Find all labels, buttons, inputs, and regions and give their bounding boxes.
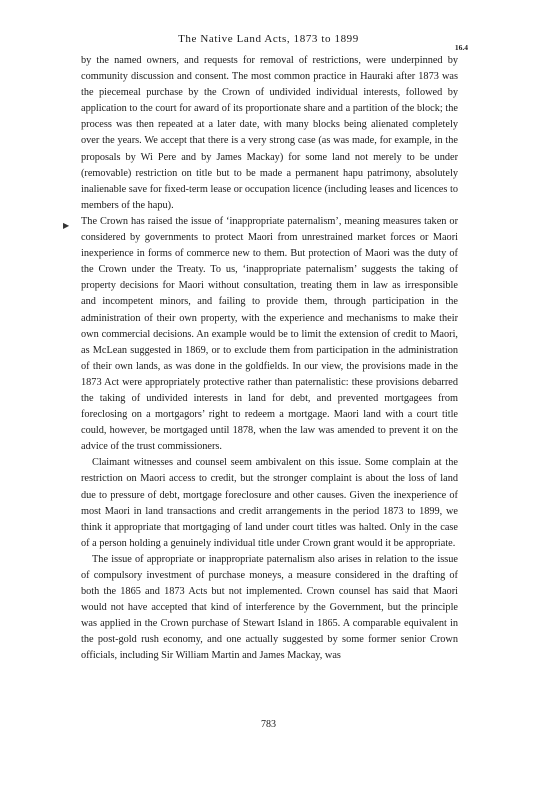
paragraph-claimants: Claimant witnesses and counsel seem ambivalent on this issue. Some complain at the restriction on Maori access to credit, but the stronger complaint is about the loss of land due to pressure of debt, mortgage foreclosure and other causes. Given the inexperience of most Maori in land transactions and credit arrangements in the period 1873 to 1899, we think it appropriate that mortgaging of land under court titles was halted. Only in the case of a person holding a genuinely individual title under Crown grant would it be appropriate. (81, 457, 458, 549)
paragraph-investment: The issue of appropriate or inappropriate paternalism also arises in relation to the issue of compulsory investment of purchase moneys, a measure considered in the drafting of both the 1865 and 1873 Acts but not implemented. Crown counsel has said that Maori would not have accepted that kind of interference by the Government, but the principle was applied in the Crown purchase of Stewart Island in 1865. A comparable equivalent in the post-gold rush economy, and one actually suggested by some former senior Crown officials, including Sir William Martin and James Mackay, was (81, 553, 458, 662)
running-head: The Native Land Acts, 1873 to 1899 (178, 33, 359, 45)
text-body (63, 53, 458, 665)
paragraph-paternalism: The Crown has raised the issue of ‘inappropriate paternalism’, meaning measures taken or considered by governments to protect Maori from unrestrained market forces or Maori inexperience in forms of commerce new to them. But protection of Maori was the duty of the Crown under the Treaty. To us, ‘inappropriate paternalism’ suggests the taking of property decisions for Maori without consultation, treating them in law as irresponsible and incompetent minors, and failing to provide them, through participation in the administration of their own property, with the experience and mechanisms to make their own commercial decisions. An example would be to limit the extension of credit to Maori, as McLean suggested in 1869, or to exclude them from participation in the administration of their own lands, as was done in the goldfields. In our view, the provisions made in the 1873 Act were appropriately protective rather than paternalistic: these provisions debarred the taking of undivided interests in land for debt, and prevented mortgagees from foreclosing on a mortgagors’ right to redeem a mortgage. Maori land with a court title could, however, be mortgaged until 1878, when the law was amended to prevent it on the advice of the trust commissioners. (81, 215, 458, 453)
paragraph-marker-icon: ▶ (63, 220, 70, 230)
page-number: 783 (261, 719, 276, 730)
section-number: 16.4 (454, 43, 468, 52)
paragraph-continued: by the named owners, and requests for removal of restrictions, were underpinned by community discussion and consent. The most common practice in Hauraki after 1873 was the piecemeal purchase by the Crown of undivided individual interests, followed by application to the court for award of its proportionate share and a partition of the block; the process was then repeated at a later date, with many blocks being alienated completely over the years. We accept that there is a very strong case (as was made, for example, in the proposals by Wi Pere and by James Mackay) for some land not merely to be under (removable) restriction on title but to be made a permanent hapu patrimony, absolutely inalienable save for fixed-term lease or occupation licence (including leases and licences to members of the hapu). (81, 55, 458, 211)
